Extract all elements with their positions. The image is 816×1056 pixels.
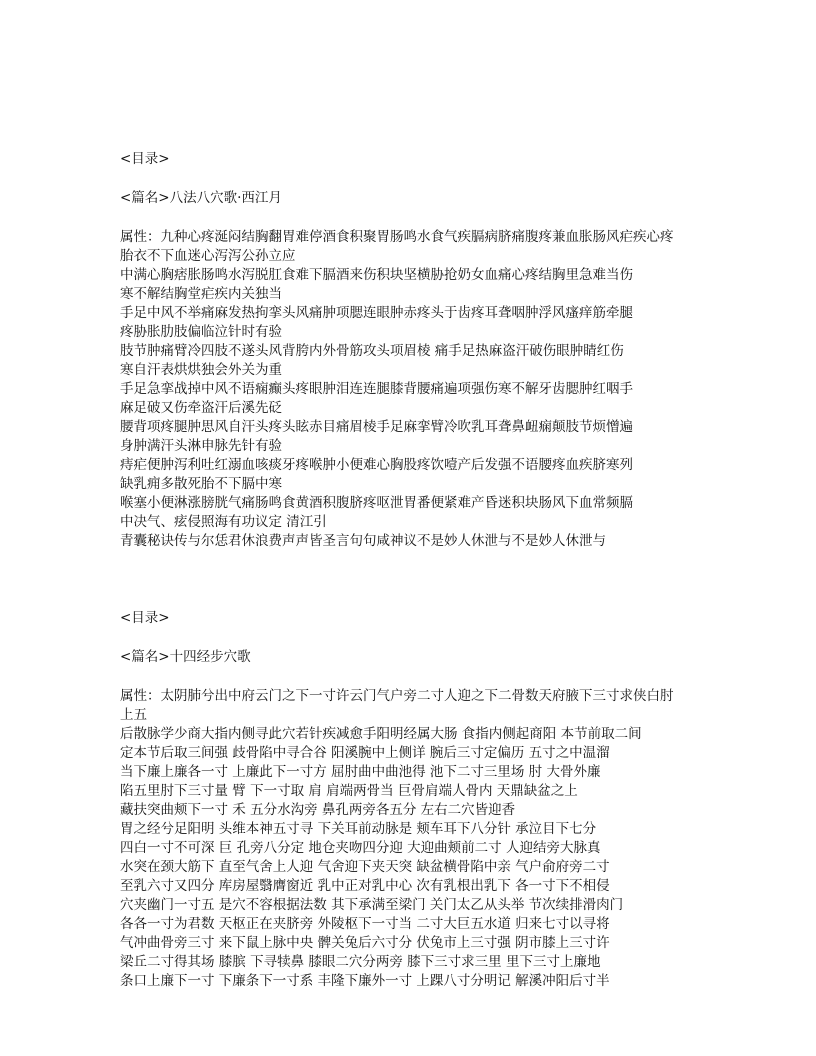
- body-line: 青囊秘诀传与尔恁君休浪费声声皆圣言句句咸神议不是妙人休泄与不是妙人休泄与: [120, 533, 606, 549]
- body-line: 条口上廉下一寸 下廉条下一寸系 丰隆下廉外一寸 上踝八寸分明记 解溪冲阳后寸半: [120, 973, 610, 989]
- body-line: 后散脉学少商大指内侧寻此穴若针疾减愈手阳明经属大肠 食指内侧起商阳 本节前取二间: [120, 726, 642, 742]
- body-line: 梁丘二寸得其场 膝膑 下寻犊鼻 膝眼二穴分两旁 膝下三寸求三里 里下三寸上廉地: [120, 954, 601, 970]
- body-line: 寒不解结胸堂疟疾内关独当: [120, 286, 282, 302]
- body-line: 穴夹幽门一寸五 是穴不容根据法数 其下承满至梁门 关门太乙从头举 节次续排滑肉门: [120, 897, 624, 913]
- body-line: 当下廉上廉各一寸 上廉此下一寸方 屈肘曲中曲池得 池下二寸三里场 肘 大骨外廉: [120, 764, 601, 780]
- body-line: 手足中风不举痛麻发热拘挛头风痛肿项腮连眼肿赤疼头于齿疼耳聋咽肿浮风瘙痒筋牵腿: [120, 305, 633, 321]
- toc-heading-2[interactable]: <目录>: [120, 610, 170, 626]
- body-line: 属性：太阴肺兮出中府云门之下一寸许云门气户旁二寸人迎之下二骨数天府腋下三寸求侠白肘: [120, 688, 674, 704]
- body-line: 四白一寸不可深 巨 孔旁八分定 地仓夹吻四分迎 大迎曲颊前二寸 人迎结旁大脉真: [120, 840, 601, 856]
- article-title-1: <篇名>八法八穴歌·西江月: [120, 190, 282, 206]
- body-line: 疼胁胀肋肢偏临泣针时有验: [120, 324, 282, 340]
- body-line: 胃之经兮足阳明 头维本神五寸寻 下关耳前动脉是 颊车耳下八分针 承泣目下七分: [120, 821, 597, 837]
- document-page: [120, 150, 700, 991]
- body-line: 水突在颈大筋下 直至气舍上人迎 气舍迎下夹天突 缺盆横骨陷中亲 气户俞府旁二寸: [120, 859, 610, 875]
- body-line: 属性：九种心疼涎闷结胸翻胃难停酒食积聚胃肠鸣水食气疾膈病脐痛腹疼兼血胀肠风疟疾心疼: [120, 229, 674, 245]
- body-line: 腰背项疼腿肿思风自汗头疼头眩赤目痛眉棱手足麻挛臂冷吹乳耳聋鼻衄痫颠肢节烦憎遍: [120, 419, 633, 435]
- body-line: 寒自汗表烘烘独会外关为重: [120, 362, 282, 378]
- body-line: 陷五里肘下三寸量 臂 下一寸取 肩 肩端两骨当 巨骨肩端人骨内 天鼎缺盆之上: [120, 783, 578, 799]
- body-line: 中决气、痃侵照海有功议定 清江引: [120, 514, 327, 530]
- body-line: 定本节后取三间强 歧骨陷中寻合谷 阳溪腕中上侧详 腕后三寸定偏历 五寸之中温溜: [120, 745, 610, 761]
- body-line: 上五: [120, 707, 147, 723]
- body-line: 缺乳痈多散死胎不下膈中寒: [120, 476, 282, 492]
- body-line: 手足急挛战掉中风不语痫癫头疼眼肿泪连连腿膝背腰痛遍项强伤寒不解牙齿腮肿红咽手: [120, 381, 633, 397]
- body-line: 至乳六寸又四分 库房屋翳膺窗近 乳中正对乳中心 次有乳根出乳下 各一寸下不相侵: [120, 878, 610, 894]
- article-title-2: <篇名>十四经步穴歌: [120, 649, 251, 665]
- body-line: 胎衣不下血迷心泻泻公孙立应: [120, 248, 296, 264]
- body-line: 喉塞小便淋涨膀胱气痛肠鸣食黄酒积腹脐疼呕泄胃番便紧难产昏迷积块肠风下血常频膈: [120, 495, 633, 511]
- body-line: 肢节肿痛臂冷四肢不遂头风背胯内外骨筋攻头项眉棱 痛手足热麻盗汗破伤眼肿睛红伤: [120, 343, 624, 359]
- body-line: 麻足破又伤牵盗汗后溪先砭: [120, 400, 282, 416]
- body-line: 各各一寸为君数 天枢正在夹脐旁 外陵枢下一寸当 二寸大巨五水道 归来七寸以寻将: [120, 916, 610, 932]
- body-line: 气冲曲骨旁三寸 来下鼠上脉中央 髀关兔后六寸分 伏兔市上三寸强 阴市膝上三寸许: [120, 935, 610, 951]
- article-body-1: [120, 228, 700, 551]
- article-body-2: [120, 687, 700, 991]
- toc-heading-1[interactable]: <目录>: [120, 151, 170, 167]
- body-line: 身肿满汗头淋申脉先针有验: [120, 438, 282, 454]
- body-line: 藏扶突曲颊下一寸 禾 五分水沟旁 鼻孔两旁各五分 左右二穴皆迎香: [120, 802, 516, 818]
- body-line: 中满心胸痞胀肠鸣水泻脱肛食难下膈酒来伤积块坚横胁抢奶女血痛心疼结胸里急难当伤: [120, 267, 633, 283]
- body-line: 痔疟便肿泻利吐红溺血咳痰牙疼喉肿小便难心胸股疼饮噎产后发强不语腰疼血疾脐寒列: [120, 457, 633, 473]
